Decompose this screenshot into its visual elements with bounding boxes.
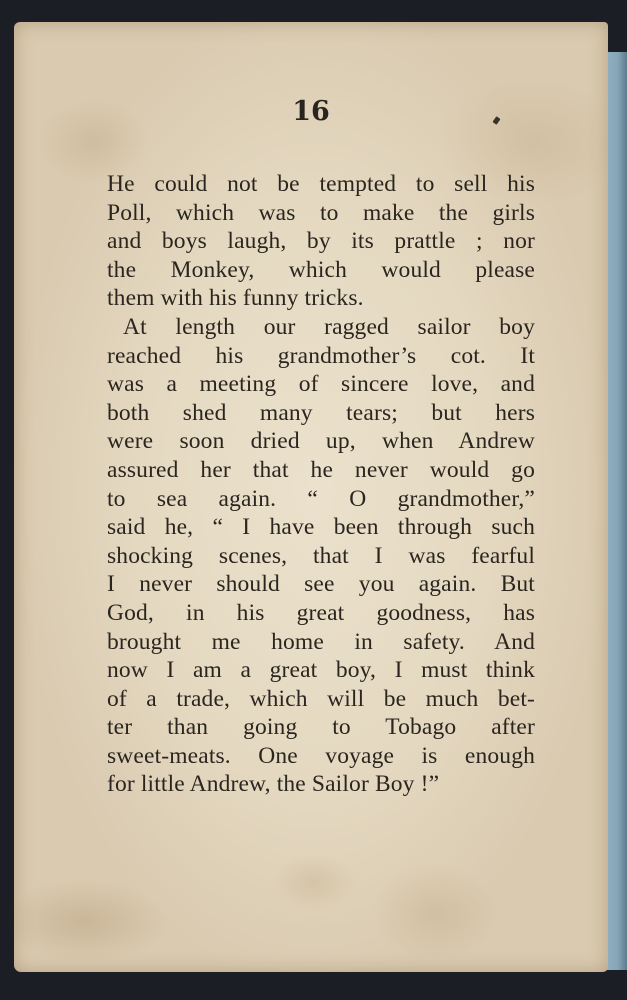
text-line: Poll, which was to make the girls [107,199,535,226]
text-line: He could not be tempted to sell his [107,171,535,197]
text-line: At length our ragged sailor boy [123,313,535,340]
text-line: was a meeting of sincere love, and [107,371,535,398]
text-line: for little Andrew, the Sailor Boy !” [107,771,440,798]
text-line: assured her that he never would go [107,456,535,483]
text-line: reached his grandmother’s cot. It [107,342,535,369]
text-line: said he, “ I have been through such [107,514,535,541]
text-line: now I am a great boy, I must think [107,657,535,684]
body-text [107,170,535,799]
text-line: to sea again. “ O grandmother,” [107,485,535,512]
text-line: brought me home in safety. And [107,628,535,655]
text-line: God, in his great goodness, has [107,599,535,626]
text-line: were soon dried up, when Andrew [107,428,535,455]
text-line: both shed many tears; but hers [107,399,535,426]
text-line: them with his funny tricks. [107,285,364,312]
text-line: of a trade, which will be much bet- [107,685,535,712]
text-line: ter than going to Tobago after [107,714,535,741]
page-number: 16 [292,96,330,127]
text-line: the Monkey, which would please [107,256,535,283]
text-line: shocking scenes, that I was fearful [107,542,535,569]
text-line: I never should see you again. But [107,571,535,598]
text-line: and boys laugh, by its prattle ; nor [107,228,535,255]
text-line: sweet-meats. One voyage is enough [107,742,535,769]
book-page [14,22,608,972]
